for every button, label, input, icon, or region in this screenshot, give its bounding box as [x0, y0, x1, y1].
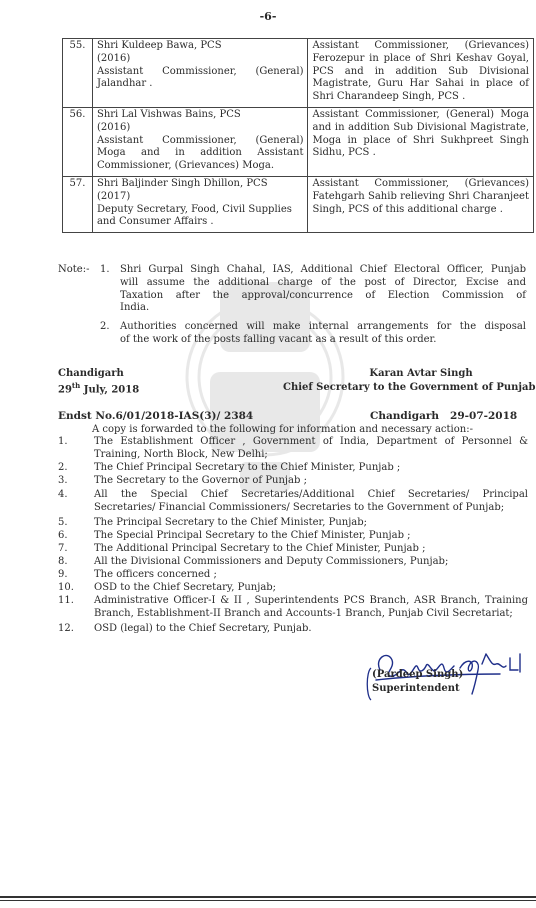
addressee-text — [94, 556, 528, 569]
posting-text: Assistant Commissioner, (General) Moga — [312, 108, 529, 120]
posting-text: and in addition Sub Divisional Magistrate, — [312, 121, 529, 133]
addressee-number: 2. — [58, 462, 68, 473]
addressee-text — [94, 595, 528, 621]
addressee-number: 11. — [58, 595, 74, 606]
addressee-line: Secretaries/ Financial Commissioners/ Secretaries to the Government of Punjab; — [94, 501, 505, 513]
addressee-line: Training, North Block, New Delhi; — [94, 448, 268, 460]
posting-cell — [308, 176, 534, 232]
endorsement-intro: A copy is forwarded to the following for information and necessary action:- — [92, 424, 473, 435]
signoff-place: Chandigarh — [58, 368, 124, 379]
addressee-line: The Chief Principal Secretary to the Chief Minister, Punjab ; — [94, 462, 401, 473]
note-text: Authorities concerned will make internal arrangements for the disposal — [120, 321, 526, 332]
posting-text: Assistant Commissioner, (Grievances) — [312, 177, 529, 189]
officer-current-post: Deputy Secretary, Food, Civil Supplies — [96, 203, 292, 215]
note-text: Shri Gurpal Singh Chahal, IAS, Additional Chief Electoral Officer, Punjab — [120, 264, 526, 275]
addressee-line: The Principal Secretary to the Chief Minister, Punjab; — [94, 517, 368, 528]
officer-current-post: Moga and in addition Assistant — [96, 147, 304, 159]
addressee-line: OSD (legal) to the Chief Secretary, Punjab. — [94, 623, 312, 634]
posting-text: Singh, PCS of this additional charge . — [312, 203, 503, 215]
addressee-line: Branch, Establishment-II Branch and Accounts-1 Branch, Punjab Civil Secretariat; — [94, 607, 513, 619]
posting-text: Ferozepur in place of Shri Keshav Goyal, — [312, 52, 529, 64]
note-item — [100, 321, 526, 347]
addressee-line: The Additional Principal Secretary to the Chief Minister, Punjab ; — [94, 543, 426, 554]
officer-batch: (2017) — [96, 190, 131, 202]
officer-name: Shri Lal Vishwas Bains, PCS — [96, 108, 241, 120]
cell-spacer — [312, 216, 529, 226]
signoff-date-rest: July, 2018 — [80, 384, 140, 396]
bracket-mark-icon — [364, 666, 372, 702]
addressee-number: 8. — [58, 556, 68, 567]
serial-number: 55. — [63, 39, 93, 108]
posting-cell — [308, 39, 534, 108]
serial-number: 56. — [63, 107, 93, 176]
posting-cell — [308, 107, 534, 176]
postings-table — [62, 38, 534, 233]
note-text: will assume the additional charge of the post of Director, Excise and — [120, 276, 526, 288]
addressee-text — [94, 569, 528, 582]
signoff-date-day: 29 — [58, 384, 72, 396]
addressee-line: All the Special Chief Secretaries/Additional Chief Secretaries/ Principal — [94, 489, 528, 500]
addressee-number: 9. — [58, 569, 68, 580]
page-number: -6- — [259, 10, 277, 23]
addressee-number: 5. — [58, 517, 68, 528]
addressee-number: 12. — [58, 623, 74, 634]
note-text: Taxation after the approval/concurrence of Election Commission of — [120, 289, 526, 301]
table-row — [63, 39, 534, 108]
officer-cell — [92, 176, 308, 232]
addressee-text — [94, 582, 528, 595]
posting-text: PCS and in addition Sub Divisional — [312, 65, 529, 77]
posting-text: Fatehgarh Sahib relieving Shri Charanjeet — [312, 190, 529, 202]
signoff-date — [58, 382, 139, 397]
addressee-text — [94, 489, 528, 515]
addressee-number: 4. — [58, 489, 68, 500]
addressee-number: 1. — [58, 436, 68, 447]
table-row — [63, 107, 534, 176]
officer-current-post: Assistant Commissioner, (General) — [96, 134, 304, 146]
note-number: 2. — [100, 321, 110, 332]
addressee-text — [94, 623, 528, 636]
note-item — [100, 264, 526, 315]
note-text: India. — [120, 302, 150, 314]
addressee-text — [94, 517, 528, 530]
superintendent-name: (Pardeep Singh) — [372, 669, 464, 680]
table-row — [63, 176, 534, 232]
signatory-name: Karan Avtar Singh — [369, 368, 473, 379]
posting-text: Sidhu, PCS . — [312, 147, 376, 159]
addressee-line: Administrative Officer-I & II , Superintendents PCS Branch, ASR Branch, Training — [94, 595, 528, 606]
officer-name: Shri Kuldeep Bawa, PCS — [96, 40, 222, 51]
addressee-text — [94, 475, 528, 488]
addressee-line: The Establishment Officer , Government of India, Department of Personnel & — [94, 436, 528, 447]
addressee-line: The officers concerned ; — [94, 569, 217, 580]
addressee-number: 10. — [58, 582, 74, 593]
officer-batch: (2016) — [96, 52, 131, 64]
addressee-text — [94, 543, 528, 556]
note-number: 1. — [100, 264, 110, 275]
addressee-number: 7. — [58, 543, 68, 554]
addressee-line: The Secretary to the Governor of Punjab ; — [94, 475, 307, 486]
signoff-date-suffix: th — [71, 381, 81, 390]
endorsement-number: Endst No.6/01/2018-IAS(3)/ 2384 — [58, 410, 254, 422]
posting-text: Shri Charandeep Singh, PCS . — [312, 91, 466, 103]
serial-number: 57. — [63, 176, 93, 232]
note-text: of the work of the posts falling vacant as a result of this order. — [120, 333, 437, 345]
officer-current-post: and Consumer Affairs . — [96, 216, 214, 228]
posting-text: Assistant Commissioner, (Grievances) — [312, 40, 529, 51]
addressee-text — [94, 436, 528, 462]
note-label: Note:- — [58, 264, 90, 275]
signatory-designation: Chief Secretary to the Government of Punjab — [283, 382, 536, 393]
officer-current-post: Assistant Commissioner, (General) — [96, 65, 304, 77]
addressee-number: 6. — [58, 530, 68, 541]
addressee-text — [94, 462, 528, 475]
officer-current-post: Commissioner, (Grievances) Moga. — [96, 160, 275, 172]
posting-text: Moga in place of Shri Sukhpreet Singh — [312, 134, 529, 146]
footer-rule — [0, 900, 536, 901]
officer-batch: (2016) — [96, 121, 131, 133]
officer-current-post: Jalandhar . — [96, 78, 153, 90]
addressee-line: All the Divisional Commissioners and Deputy Commissioners, Punjab; — [94, 556, 449, 567]
addressee-number: 3. — [58, 475, 68, 486]
officer-cell — [92, 39, 308, 108]
addressee-line: The Special Principal Secretary to the Chief Minister, Punjab ; — [94, 530, 411, 541]
officer-name: Shri Baljinder Singh Dhillon, PCS — [96, 177, 268, 189]
superintendent-designation: Superintendent — [372, 683, 460, 694]
posting-text: Magistrate, Guru Har Sahai in place of — [312, 78, 529, 90]
officer-cell — [92, 107, 308, 176]
addressee-line: OSD to the Chief Secretary, Punjab; — [94, 582, 277, 593]
footer-rule — [0, 896, 536, 898]
addressee-text — [94, 530, 528, 543]
endorsement-place-date: Chandigarh 29-07-2018 — [370, 410, 518, 422]
